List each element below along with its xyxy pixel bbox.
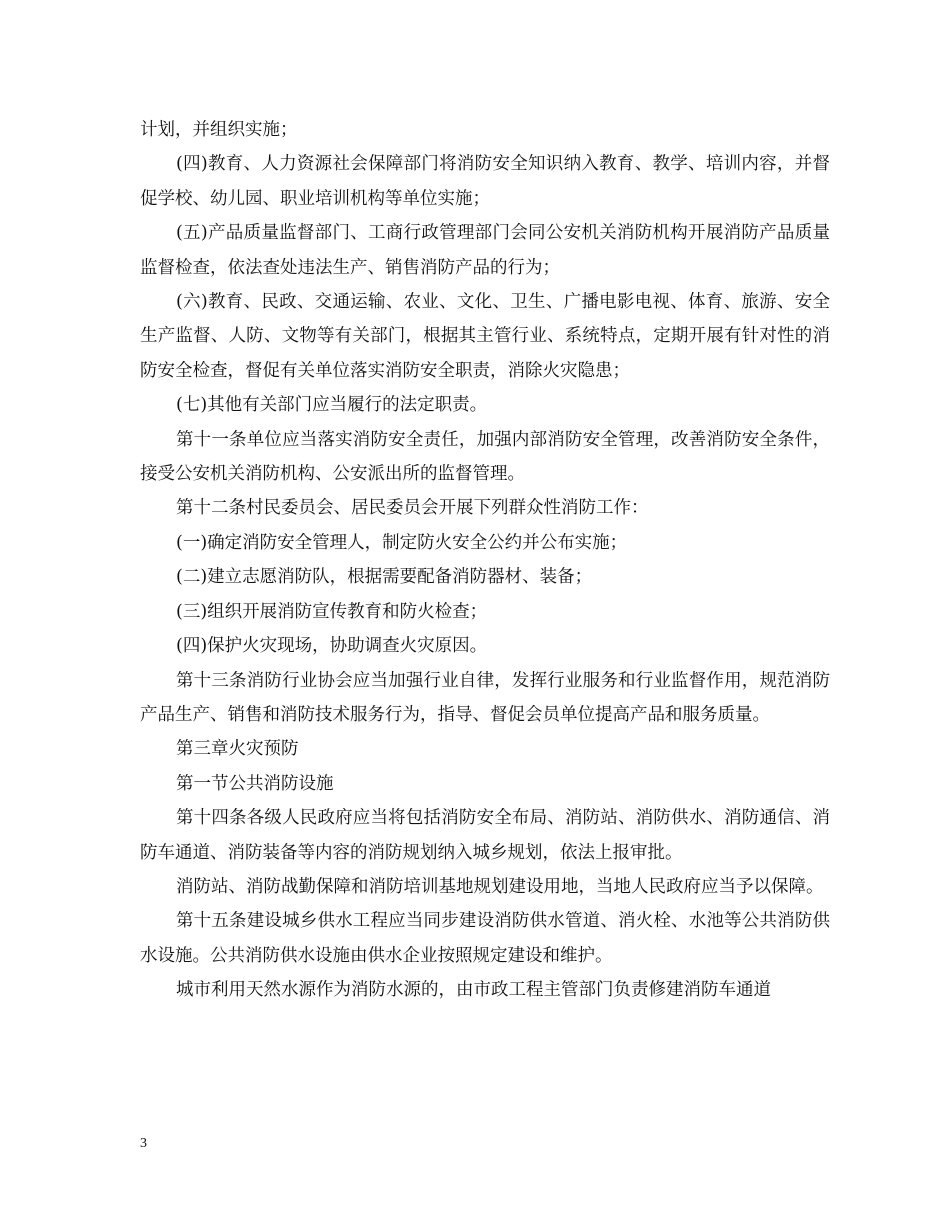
- paragraph: 第十二条村民委员会、居民委员会开展下列群众性消防工作：: [176, 498, 649, 519]
- paragraph: (四)教育、人力资源社会保障部门将消防安全知识纳入教育、教学、培训内容，并督促学校、幼儿园、职业培训机构等单位实施；: [140, 154, 830, 209]
- paragraph: 第十三条消防行业协会应当加强行业自律，发挥行业服务和行业监督作用，规范消防产品生产、销售和消防技术服务行为，指导、督促会员单位提高产品和服务质量。: [140, 670, 830, 725]
- paragraph: (一)确定消防安全管理人，制定防火安全公约并公布实施；: [176, 532, 628, 553]
- paragraph: 计划，并组织实施；: [140, 120, 298, 140]
- paragraph: 消防站、消防战勤保障和消防培训基地规划建设用地，当地人民政府应当予以保障。: [176, 876, 824, 897]
- paragraph: (二)建立志愿消防队，根据需要配备消防器材、装备；: [176, 567, 593, 588]
- document-body: [140, 113, 830, 1008]
- paragraph: (六)教育、民政、交通运输、农业、文化、卫生、广播电影电视、体育、旅游、安全生产监督、人防、文物等有关部门，根据其主管行业、系统特点，定期开展有针对性的消防安全检查，督促有关单位落实消防安全职责，消除火灾隐患；: [140, 292, 830, 381]
- paragraph: 城市利用天然水源作为消防水源的，由市政工程主管部门负责修建消防车通道: [176, 980, 771, 1001]
- page-number: 3: [140, 1136, 147, 1151]
- paragraph: (四)保护火灾现场，协助调查火灾原因。: [176, 636, 488, 657]
- paragraph: 第十五条建设城乡供水工程应当同步建设消防供水管道、消火栓、水池等公共消防供水设施。公共消防供水设施由供水企业按照规定建设和维护。: [140, 911, 830, 966]
- paragraph: (三)组织开展消防宣传教育和防火检查；: [176, 601, 488, 622]
- paragraph: 第十一条单位应当落实消防安全责任，加强内部消防安全管理，改善消防安全条件，接受公安机关消防机构、公安派出所的监督管理。: [140, 429, 830, 485]
- paragraph: (五)产品质量监督部门、工商行政管理部门会同公安机关消防机构开展消防产品质量监督检查，依法查处违法生产、销售消防产品的行为；: [140, 223, 830, 278]
- chapter-heading: 第三章火灾预防: [176, 739, 299, 760]
- paragraph: (七)其他有关部门应当履行的法定职责。: [176, 395, 488, 416]
- paragraph: 第十四条各级人民政府应当将包括消防安全布局、消防站、消防供水、消防通信、消防车通道、消防装备等内容的消防规划纳入城乡规划，依法上报审批。: [140, 808, 830, 863]
- section-heading: 第一节公共消防设施: [176, 773, 334, 794]
